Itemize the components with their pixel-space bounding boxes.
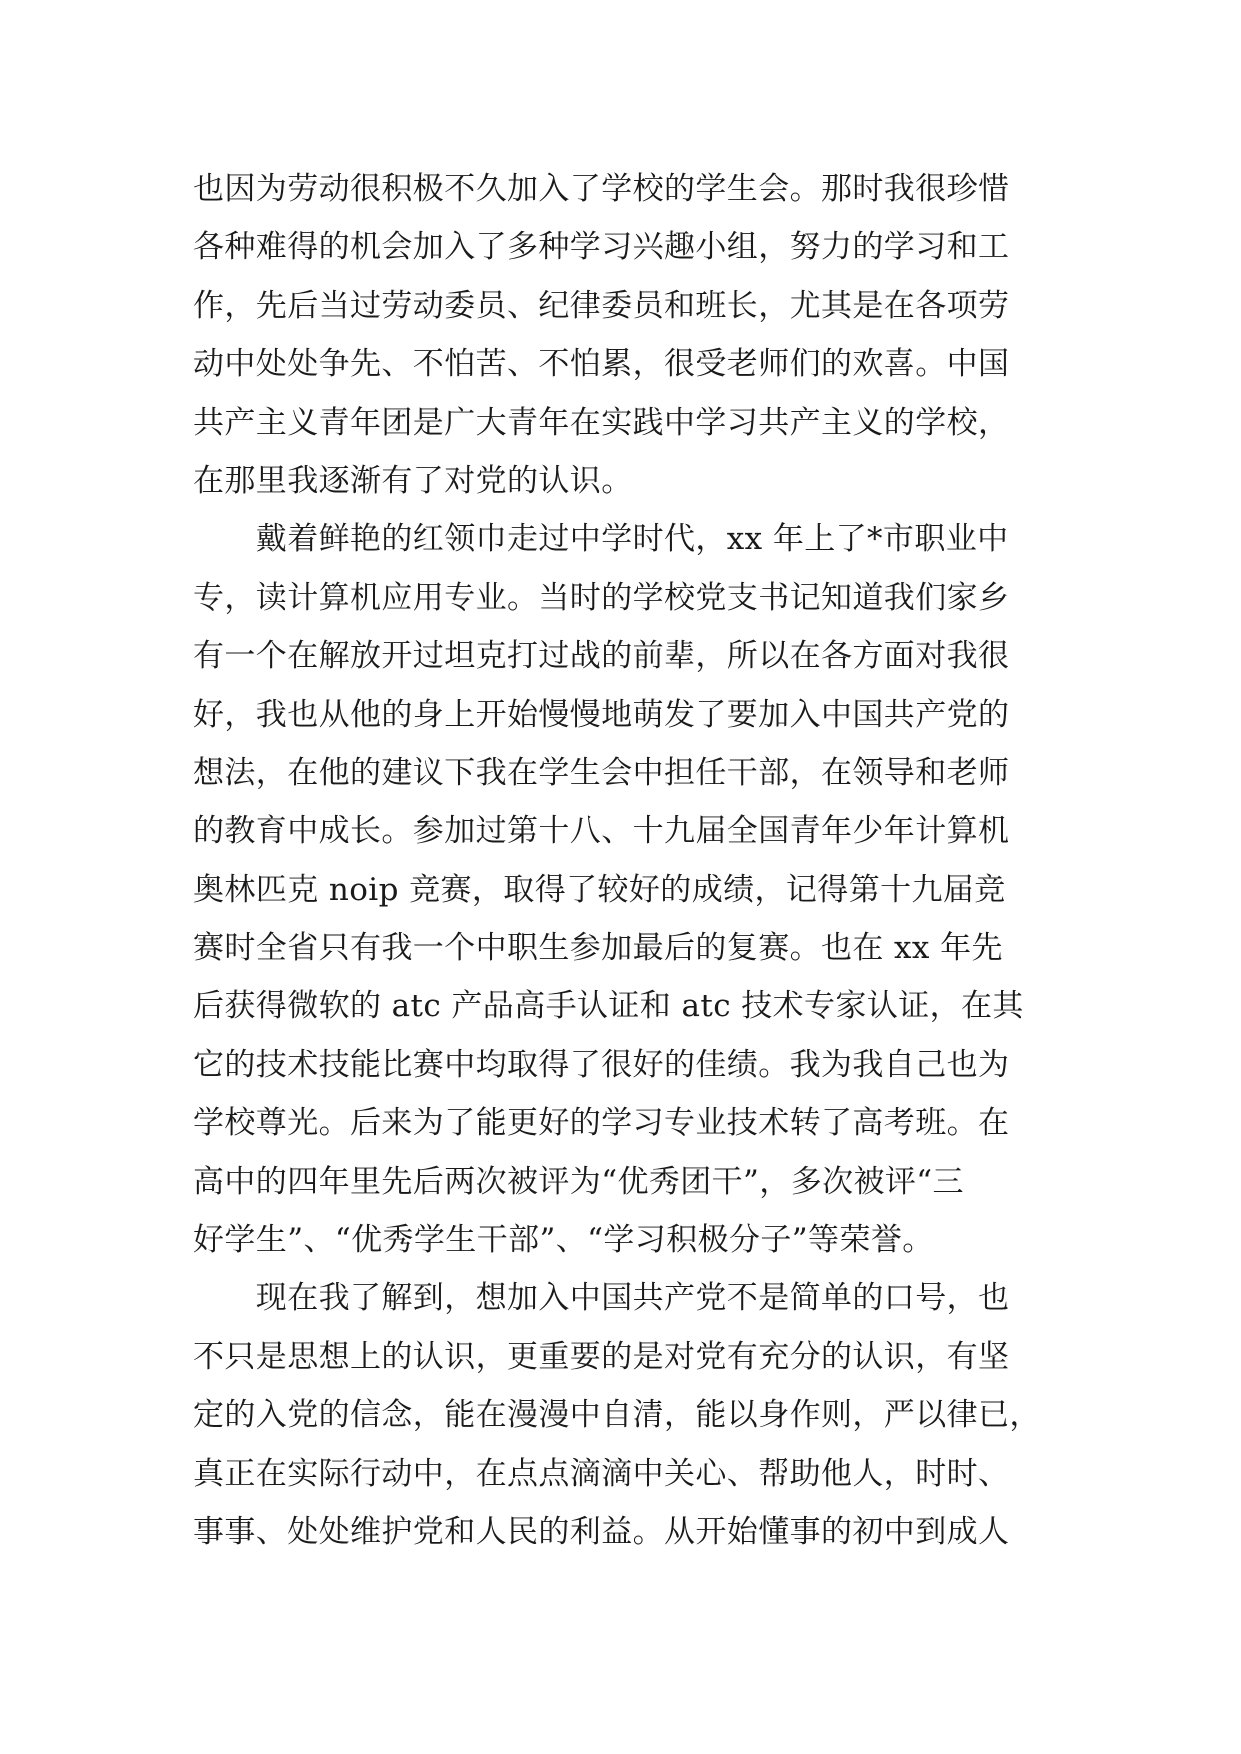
text-line: 的教育中成长。参加过第十八、十九届全国青年少年计算机 xyxy=(193,813,1010,850)
body-text xyxy=(193,160,1073,1561)
text-line: 想法，在他的建议下我在学生会中担任干部，在领导和老师 xyxy=(193,754,1010,791)
text-line: 高中的四年里先后两次被评为“优秀团干”，多次被评“三 xyxy=(193,1163,964,1200)
text-line: 有一个在解放开过坦克打过战的前辈，所以在各方面对我很 xyxy=(193,638,1010,675)
text-line: 定的入党的信念，能在漫漫中自清，能以身作则，严以律已， xyxy=(193,1397,1041,1434)
text-line: 各种难得的机会加入了多种学习兴趣小组，努力的学习和工 xyxy=(193,229,1010,266)
text-line: 不只是思想上的认识，更重要的是对党有充分的认识，有坚 xyxy=(193,1338,1010,1375)
text-line: 在那里我逐渐有了对党的认识。 xyxy=(193,462,633,499)
text-line: 后获得微软的 atc 产品高手认证和 atc 技术专家认证，在其 xyxy=(193,988,1024,1025)
text-line: 它的技术技能比赛中均取得了很好的佳绩。我为我自己也为 xyxy=(193,1046,1010,1083)
text-line: 赛时全省只有我一个中职生参加最后的复赛。也在 xx 年先 xyxy=(193,930,1003,967)
text-line: 专，读计算机应用专业。当时的学校党支书记知道我们家乡 xyxy=(193,579,1010,616)
text-line: 好，我也从他的身上开始慢慢地萌发了要加入中国共产党的 xyxy=(193,696,1010,733)
text-line: 动中处处争先、不怕苦、不怕累，很受老师们的欢喜。中国 xyxy=(193,346,1010,383)
text-line: 真正在实际行动中，在点点滴滴中关心、帮助他人，时时、 xyxy=(193,1455,1010,1492)
text-line: 事事、处处维护党和人民的利益。从开始懂事的初中到成人 xyxy=(193,1513,1010,1550)
text-line: 现在我了解到，想加入中国共产党不是简单的口号，也 xyxy=(193,1280,1010,1317)
text-line: 奥林匹克 noip 竞赛，取得了较好的成绩，记得第十九届竞 xyxy=(193,871,1006,908)
text-line: 作，先后当过劳动委员、纪律委员和班长，尤其是在各项劳 xyxy=(193,287,1010,324)
text-line: 学校尊光。后来为了能更好的学习专业技术转了高考班。在 xyxy=(193,1105,1010,1142)
text-line: 好学生”、“优秀学生干部”、“学习积极分子”等荣誉。 xyxy=(193,1222,934,1259)
text-line: 也因为劳动很积极不久加入了学校的学生会。那时我很珍惜 xyxy=(193,171,1010,207)
text-line: 戴着鲜艳的红领巾走过中学时代，xx 年上了*市职业中 xyxy=(193,521,1009,558)
text-line: 共产主义青年团是广大青年在实践中学习共产主义的学校， xyxy=(193,404,1010,441)
